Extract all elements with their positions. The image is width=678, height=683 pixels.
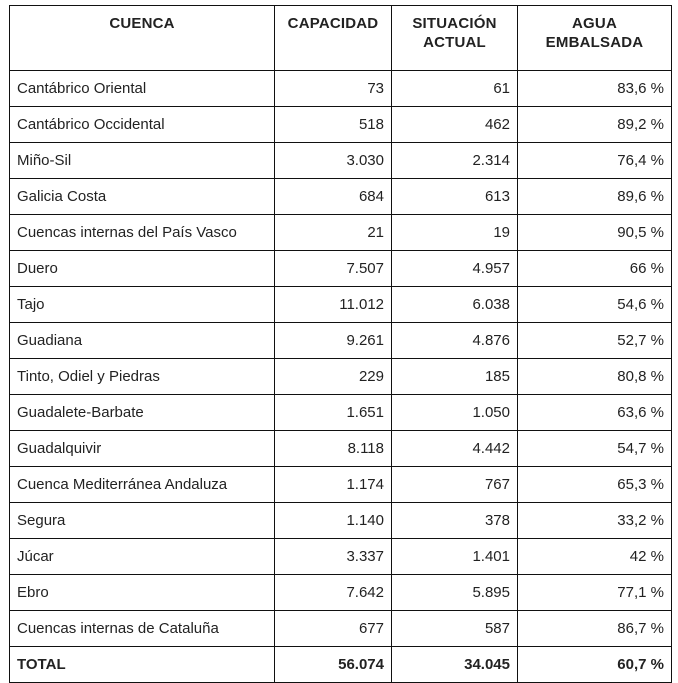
cell-situacion-actual: 767 <box>392 467 518 503</box>
header-capacidad: CAPACIDAD <box>275 6 392 71</box>
cell-agua-embalsada: 83,6 % <box>518 71 672 107</box>
table-row <box>10 611 672 647</box>
cell-agua-embalsada: 89,2 % <box>518 107 672 143</box>
cell-agua-embalsada: 89,6 % <box>518 179 672 215</box>
table-row <box>10 323 672 359</box>
table-row <box>10 467 672 503</box>
table-header <box>10 6 672 71</box>
cell-agua-embalsada: 63,6 % <box>518 395 672 431</box>
cell-situacion-actual: 61 <box>392 71 518 107</box>
cell-agua-embalsada: 80,8 % <box>518 359 672 395</box>
cell-capacidad: 3.337 <box>275 539 392 575</box>
cell-agua-embalsada: 42 % <box>518 539 672 575</box>
cell-agua-embalsada: 86,7 % <box>518 611 672 647</box>
header-row <box>10 6 672 71</box>
cell-situacion-actual: 587 <box>392 611 518 647</box>
cell-capacidad: 229 <box>275 359 392 395</box>
cell-situacion-actual: 1.050 <box>392 395 518 431</box>
cell-cuenca: Galicia Costa <box>10 179 275 215</box>
table-body <box>10 71 672 683</box>
cell-cuenca: Cuenca Mediterránea Andaluza <box>10 467 275 503</box>
table-row <box>10 431 672 467</box>
cell-cuenca: Tinto, Odiel y Piedras <box>10 359 275 395</box>
cell-situacion-actual: 2.314 <box>392 143 518 179</box>
total-row <box>10 647 672 683</box>
cell-cuenca: Guadiana <box>10 323 275 359</box>
cell-situacion-actual: 5.895 <box>392 575 518 611</box>
cell-agua-embalsada: 77,1 % <box>518 575 672 611</box>
cell-capacidad: 677 <box>275 611 392 647</box>
cell-situacion-actual: 1.401 <box>392 539 518 575</box>
cell-cuenca: Cantábrico Occidental <box>10 107 275 143</box>
cell-situacion-actual: 4.957 <box>392 251 518 287</box>
cell-capacidad: 9.261 <box>275 323 392 359</box>
table-row <box>10 575 672 611</box>
cell-cuenca: Cuencas internas del País Vasco <box>10 215 275 251</box>
table-row <box>10 107 672 143</box>
cell-situacion-actual: 6.038 <box>392 287 518 323</box>
cell-cuenca: Miño-Sil <box>10 143 275 179</box>
table-row <box>10 71 672 107</box>
cell-agua-embalsada: 52,7 % <box>518 323 672 359</box>
cell-cuenca: Guadalquivir <box>10 431 275 467</box>
cell-cuenca: Duero <box>10 251 275 287</box>
cell-cuenca: Guadalete-Barbate <box>10 395 275 431</box>
cell-situacion-actual: 4.442 <box>392 431 518 467</box>
cell-situacion-actual: 19 <box>392 215 518 251</box>
total-situacion-actual: 34.045 <box>392 647 518 683</box>
cell-cuenca: Tajo <box>10 287 275 323</box>
cell-agua-embalsada: 65,3 % <box>518 467 672 503</box>
cell-capacidad: 1.140 <box>275 503 392 539</box>
cell-cuenca: Cuencas internas de Cataluña <box>10 611 275 647</box>
cell-capacidad: 73 <box>275 71 392 107</box>
table-row <box>10 143 672 179</box>
header-agua-embalsada: AGUA EMBALSADA <box>518 6 672 71</box>
cell-agua-embalsada: 66 % <box>518 251 672 287</box>
cell-situacion-actual: 378 <box>392 503 518 539</box>
cell-capacidad: 1.174 <box>275 467 392 503</box>
cell-cuenca: Ebro <box>10 575 275 611</box>
cell-capacidad: 7.642 <box>275 575 392 611</box>
table-row <box>10 395 672 431</box>
cell-situacion-actual: 185 <box>392 359 518 395</box>
cell-capacidad: 7.507 <box>275 251 392 287</box>
total-label: TOTAL <box>10 647 275 683</box>
cell-situacion-actual: 462 <box>392 107 518 143</box>
cell-capacidad: 3.030 <box>275 143 392 179</box>
table-row <box>10 251 672 287</box>
table-row <box>10 215 672 251</box>
cell-cuenca: Júcar <box>10 539 275 575</box>
total-capacidad: 56.074 <box>275 647 392 683</box>
cell-capacidad: 518 <box>275 107 392 143</box>
cell-situacion-actual: 613 <box>392 179 518 215</box>
cell-situacion-actual: 4.876 <box>392 323 518 359</box>
cell-agua-embalsada: 76,4 % <box>518 143 672 179</box>
cell-capacidad: 21 <box>275 215 392 251</box>
cell-capacidad: 11.012 <box>275 287 392 323</box>
cell-capacidad: 8.118 <box>275 431 392 467</box>
cell-agua-embalsada: 54,7 % <box>518 431 672 467</box>
header-situacion-actual: SITUACIÓN ACTUAL <box>392 6 518 71</box>
table-row <box>10 503 672 539</box>
reservoir-table <box>9 5 672 683</box>
cell-agua-embalsada: 54,6 % <box>518 287 672 323</box>
total-agua-embalsada: 60,7 % <box>518 647 672 683</box>
table-row <box>10 179 672 215</box>
cell-cuenca: Segura <box>10 503 275 539</box>
cell-capacidad: 684 <box>275 179 392 215</box>
table-row <box>10 359 672 395</box>
table-row <box>10 539 672 575</box>
cell-agua-embalsada: 90,5 % <box>518 215 672 251</box>
cell-capacidad: 1.651 <box>275 395 392 431</box>
header-cuenca: CUENCA <box>10 6 275 71</box>
table-row <box>10 287 672 323</box>
cell-cuenca: Cantábrico Oriental <box>10 71 275 107</box>
cell-agua-embalsada: 33,2 % <box>518 503 672 539</box>
